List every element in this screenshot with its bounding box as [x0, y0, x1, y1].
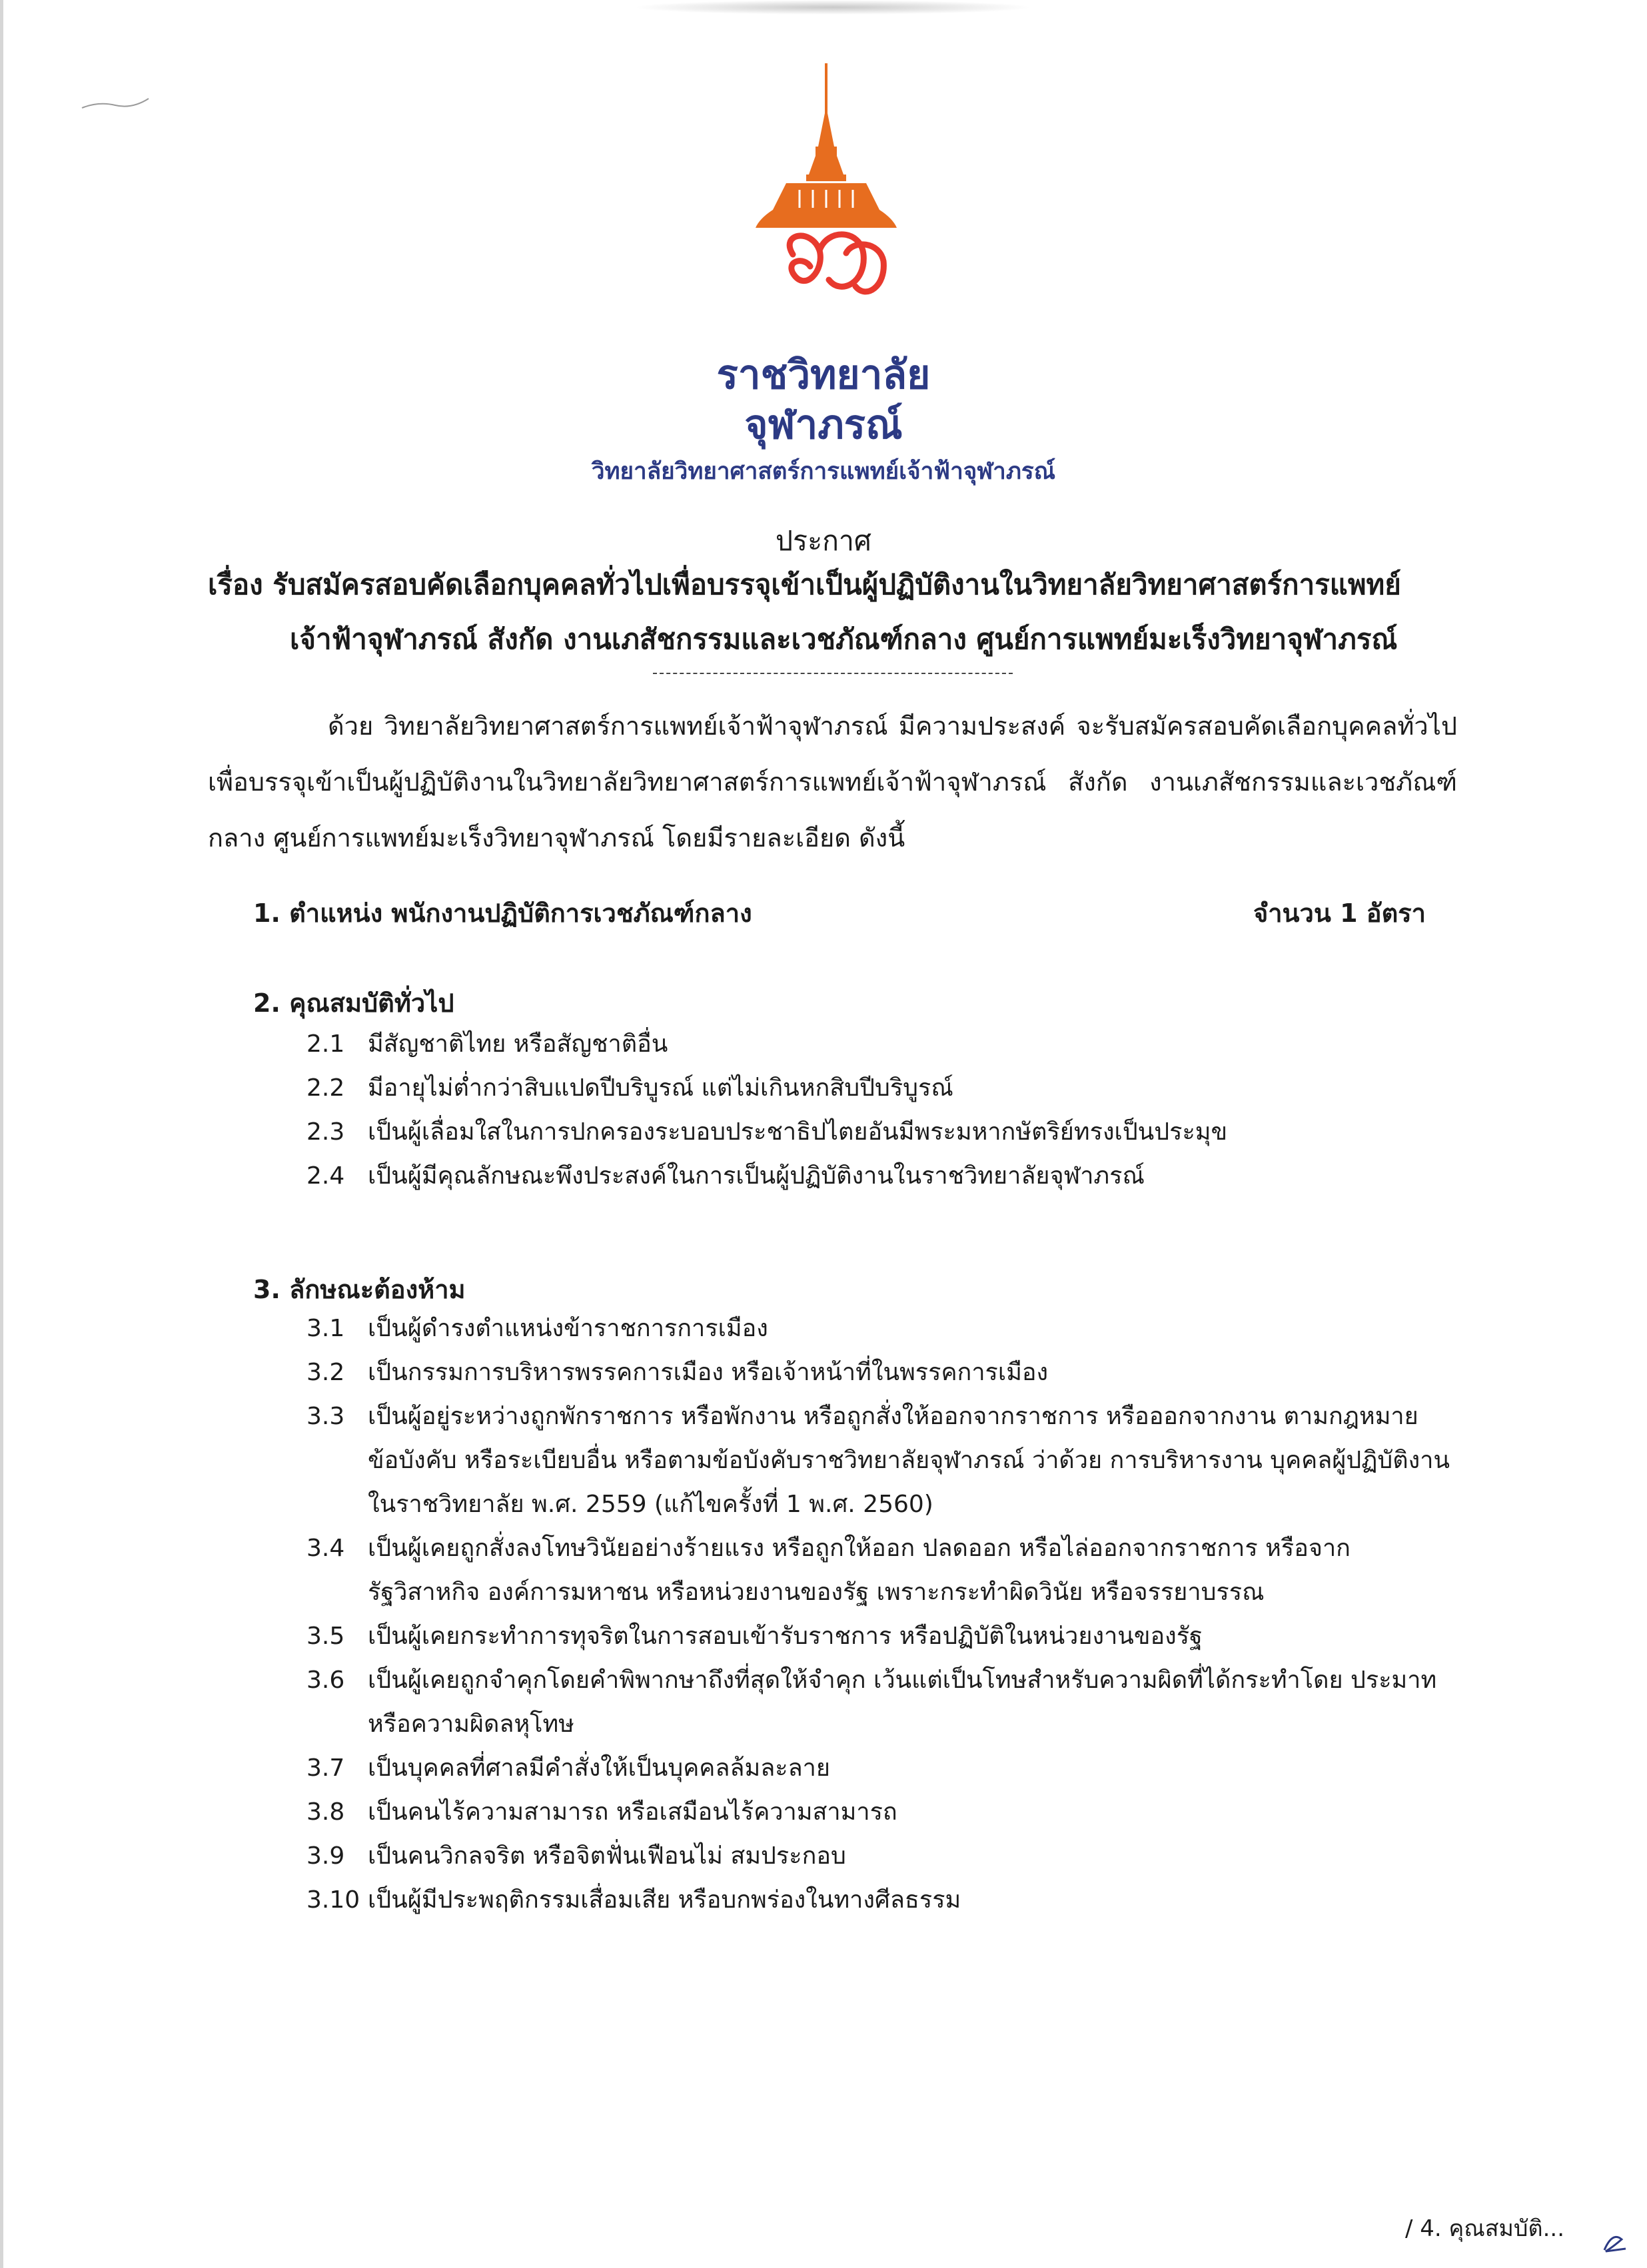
list-item: [306, 1022, 1452, 1066]
list-item: [306, 1154, 1452, 1198]
item-number: 3.7: [306, 1754, 345, 1782]
prohibitions-list: [306, 1307, 1452, 1922]
list-item: [306, 1066, 1452, 1110]
list-item: [306, 1110, 1452, 1154]
item-number: 3.2: [306, 1359, 345, 1386]
item-text: เป็นผู้เคยกระทำการทุจริตในการสอบเข้ารับราชการ หรือปฏิบัติในหน่วยงานของรัฐ: [368, 1623, 1203, 1650]
qualifications-heading: 2. คุณสมบัติทั่วไป: [253, 988, 454, 1018]
list-item: [306, 1351, 1452, 1395]
scan-smudge: [633, 0, 1033, 15]
announcement-subject: [208, 558, 1474, 667]
item-text: เป็นบุคคลที่ศาลมีคำสั่งให้เป็นบุคคลล้มละลาย: [368, 1754, 830, 1782]
chulabhorn-crest-icon: [746, 60, 906, 326]
position-section: [253, 893, 1426, 933]
item-text: เป็นคนวิกลจริต หรือจิตฟั่นเฟือนไม่ สมประกอบ: [368, 1842, 846, 1870]
list-item: [306, 1615, 1452, 1659]
list-item: [306, 1659, 1452, 1746]
list-item: [306, 1746, 1452, 1790]
position-count: จำนวน 1 อัตรา: [1253, 899, 1426, 928]
item-number: 3.1: [306, 1315, 345, 1342]
item-number: 2.1: [306, 1030, 345, 1058]
item-text: เป็นผู้เคยถูกสั่งลงโทษวินัยอย่างร้ายแรง หรือถูกให้ออก ปลดออก หรือไล่ออกจากราชการ หรือจาก รัฐวิสาหกิจ องค์การมหาชน หรือหน่วยงานของรัฐ เพราะกระทำผิดวินัย หรือจรรยาบรรณ: [368, 1535, 1351, 1606]
item-text: เป็นผู้มีประพฤติกรรมเสื่อมเสีย หรือบกพร่องในทางศีลธรรม: [368, 1886, 961, 1914]
item-number: 3.3: [306, 1403, 345, 1430]
prohibitions-heading: 3. ลักษณะต้องห้าม: [253, 1275, 466, 1304]
list-item: [306, 1395, 1452, 1527]
brand-name-line1: ราชวิทยาลัย: [716, 352, 931, 398]
item-text: เป็นผู้ดำรงตำแหน่งข้าราชการการเมือง: [368, 1315, 768, 1342]
item-text: เป็นคนไร้ความสามารถ หรือเสมือนไร้ความสามารถ: [368, 1798, 897, 1826]
intro-paragraph: ด้วย วิทยาลัยวิทยาศาสตร์การแพทย์เจ้าฟ้าจุฬาภรณ์ มีความประสงค์ จะรับสมัครสอบคัดเลือกบุคคลทั่วไป เพื่อบรรจุเข้าเป็นผู้ปฏิบัติงานในวิทยาลัยวิทยาศาสตร์การแพทย์เจ้าฟ้าจุฬาภรณ์ สังกัด งานเภสัชกรรมและเวชภัณฑ์กลาง ศูนย์การแพทย์มะเร็งวิทยาจุฬาภรณ์ โดยมีรายละเอียด ดังนี้: [208, 711, 1457, 853]
item-text: เป็นกรรมการบริหารพรรคการเมือง หรือเจ้าหน้าที่ในพรรคการเมือง: [368, 1359, 1049, 1386]
handwritten-page-mark-icon: [1599, 2225, 1632, 2258]
subject-line2: เจ้าฟ้าจุฬาภรณ์ สังกัด งานเภสัชกรรมและเวชภัณฑ์กลาง ศูนย์การแพทย์มะเร็งวิทยาจุฬาภรณ์: [290, 623, 1398, 655]
item-text: มีสัญชาติไทย หรือสัญชาติอื่น: [368, 1030, 668, 1058]
item-number: 3.4: [306, 1535, 345, 1562]
item-text: เป็นผู้มีคุณลักษณะพึงประสงค์ในการเป็นผู้ปฏิบัติงานในราชวิทยาลัยจุฬาภรณ์: [368, 1162, 1145, 1190]
item-text: เป็นผู้เลื่อมใสในการปกครองระบอบประชาธิปไตยอันมีพระมหากษัตริย์ทรงเป็นประมุข: [368, 1118, 1228, 1146]
position-label: 1. ตำแหน่ง พนักงานปฏิบัติการเวชภัณฑ์กลาง: [253, 899, 752, 928]
pen-mark-icon: [79, 93, 152, 113]
brand-subtitle: วิทยาลัยวิทยาศาสตร์การแพทย์เจ้าฟ้าจุฬาภรณ์: [591, 458, 1056, 485]
item-text: เป็นผู้เคยถูกจำคุกโดยคำพิพากษาถึงที่สุดให้จำคุก เว้นแต่เป็นโทษสำหรับความผิดที่ได้กระทำโดย ประมาทหรือความผิดลหุโทษ: [368, 1667, 1437, 1738]
item-text: มีอายุไม่ต่ำกว่าสิบแปดปีบริบูรณ์ แต่ไม่เกินหกสิบปีบริบูรณ์: [368, 1074, 953, 1102]
qualifications-list: [306, 1022, 1452, 1198]
item-number: 2.4: [306, 1162, 345, 1190]
item-number: 3.5: [306, 1623, 345, 1650]
list-item: [306, 1878, 1452, 1922]
item-text: เป็นผู้อยู่ระหว่างถูกพักราชการ หรือพักงาน หรือถูกสั่งให้ออกจากราชการ หรือออกจากงาน ตามกฎหมาย ข้อบังคับ หรือระเบียบอื่น หรือตามข้อบังคับราชวิทยาลัยจุฬาภรณ์ ว่าด้วย การบริหารงาน บุคคลผู้ปฏิบัติงานในราชวิทยาลัย พ.ศ. 2559 (แก้ไขครั้งที่ 1 พ.ศ. 2560): [368, 1403, 1450, 1518]
item-number: 3.9: [306, 1842, 345, 1870]
item-number: 2.2: [306, 1074, 345, 1102]
announcement-label: ประกาศ: [776, 525, 871, 557]
item-number: 2.3: [306, 1118, 345, 1146]
list-item: [306, 1527, 1452, 1615]
divider: [653, 673, 1013, 674]
list-item: [306, 1790, 1452, 1834]
scan-edge: [0, 0, 3, 2268]
item-number: 3.8: [306, 1798, 345, 1826]
item-number: 3.6: [306, 1667, 345, 1694]
item-number: 3.10: [306, 1886, 360, 1914]
list-item: [306, 1834, 1452, 1878]
subject-line1: เรื่อง รับสมัครสอบคัดเลือกบุคคลทั่วไปเพื่อบรรจุเข้าเป็นผู้ปฏิบัติงานในวิทยาลัยวิทยาศาสตร์การแพทย์: [208, 568, 1401, 601]
continuation-note: / 4. คุณสมบัติ...: [1404, 2215, 1564, 2242]
brand-name-line2: จุฬาภรณ์: [744, 402, 903, 448]
list-item: [306, 1307, 1452, 1351]
